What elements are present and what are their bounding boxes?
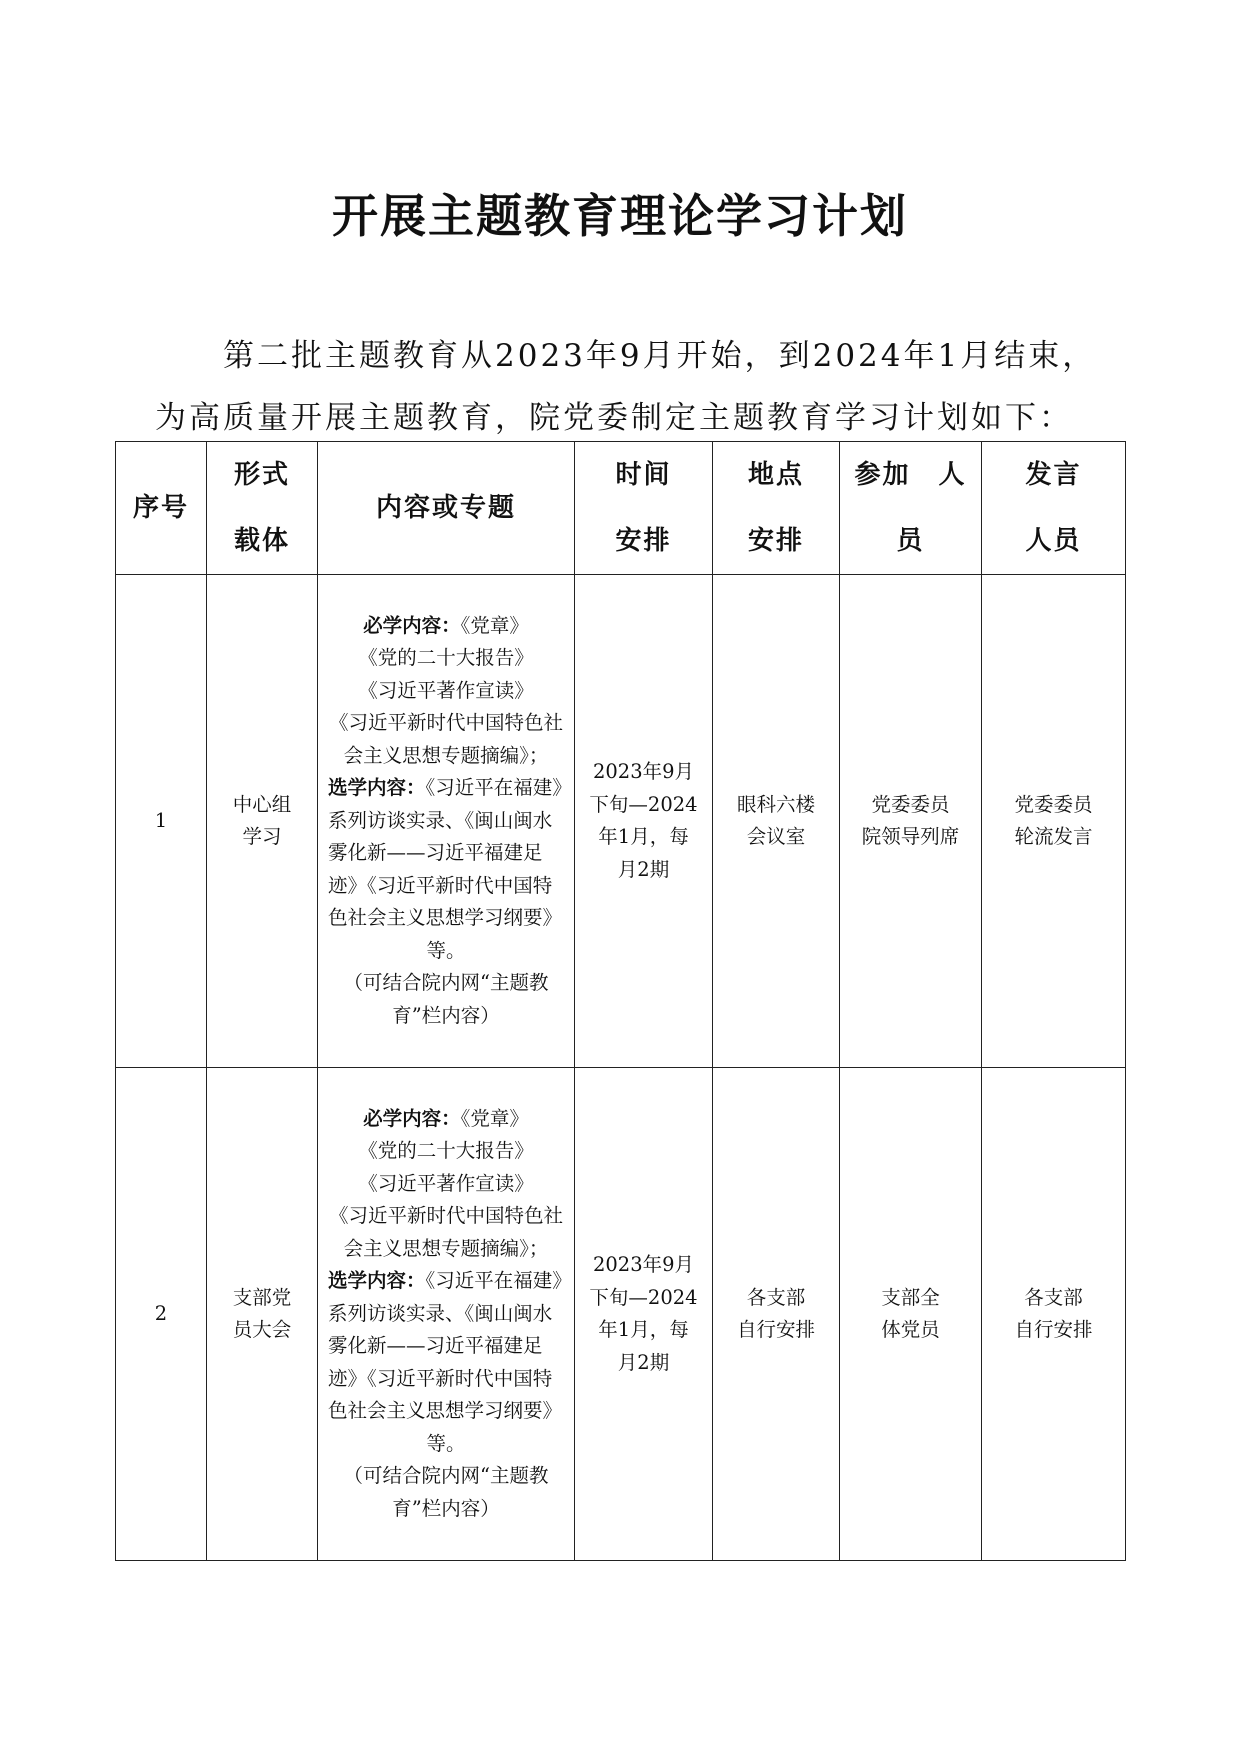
row1-place xyxy=(713,575,840,1068)
row2-form-line1: 支部党 xyxy=(232,1285,292,1309)
header-content xyxy=(318,442,575,575)
row2-required-item: 《习近平新时代中国特色社会主义思想专题摘编》； xyxy=(328,1204,563,1260)
row2-form-line2: 员大会 xyxy=(232,1318,292,1341)
row1-optional-text: 《习近平在福建》系列访谈实录、《闽山闽水雾化新——习近平福建足迹》《习近平新时代中国特色社会主义思想学习纲要》 xyxy=(328,776,563,930)
row2-optional-end: 等。 xyxy=(426,1431,466,1455)
row1-place-line2: 会议室 xyxy=(746,825,806,848)
study-plan-table xyxy=(115,441,1126,1561)
header-seq-label: 序号 xyxy=(132,493,189,523)
header-time-line2: 安排 xyxy=(615,526,672,556)
row1-note: （可结合院内网“主题教育”栏内容） xyxy=(343,971,549,1027)
row1-attendees-line1: 党委委员 xyxy=(871,792,950,816)
header-place-line1: 地点 xyxy=(747,460,804,490)
table-row xyxy=(116,575,1126,1068)
row1-speakers-line1: 党委委员 xyxy=(1014,792,1093,816)
row2-required-item: 《党的二十大报告》 xyxy=(358,1139,534,1163)
header-speakers-line1: 发言 xyxy=(1025,460,1082,490)
row2-content xyxy=(318,1068,575,1561)
table-row xyxy=(116,1068,1126,1561)
header-place xyxy=(713,442,840,575)
header-attendees-line2: 员 xyxy=(896,526,925,556)
row2-place-line2: 自行安排 xyxy=(736,1318,815,1341)
row2-time-line3: 年1月，每 xyxy=(598,1318,689,1341)
document-title: 开展主题教育理论学习计划 xyxy=(332,189,908,243)
row1-attendees xyxy=(840,575,982,1068)
row2-speakers xyxy=(982,1068,1126,1561)
row2-seq: 2 xyxy=(116,1068,207,1561)
row2-place-line1: 各支部 xyxy=(746,1285,806,1309)
header-attendees xyxy=(840,442,982,575)
header-form-line2: 载体 xyxy=(233,526,290,556)
row2-attendees-line1: 支部全 xyxy=(881,1285,940,1309)
row1-time-line1: 2023年9月 xyxy=(592,760,695,783)
row1-optional-label: 选学内容： xyxy=(328,776,426,800)
row2-required-label: 必学内容： xyxy=(363,1106,461,1130)
header-seq xyxy=(116,442,207,575)
row2-time-line2: 下旬—2024 xyxy=(589,1285,698,1309)
row2-speakers-line2: 自行安排 xyxy=(1014,1318,1093,1341)
intro-paragraph-line1: 第二批主题教育从2023年9月开始，到2024年1月结束， xyxy=(223,338,1097,374)
row1-required-item: 《习近平新时代中国特色社会主义思想专题摘编》； xyxy=(328,711,563,767)
header-content-label: 内容或专题 xyxy=(375,493,516,523)
header-form-line1: 形式 xyxy=(233,460,290,490)
row1-required-item: 《党的二十大报告》 xyxy=(358,646,534,670)
row2-place xyxy=(713,1068,840,1561)
row1-form xyxy=(207,575,318,1068)
row1-time-line2: 下旬—2024 xyxy=(589,792,698,816)
row2-required-item: 《习近平著作宣读》 xyxy=(358,1171,534,1195)
row1-time-line3: 年1月，每 xyxy=(598,825,689,848)
row1-required-item: 《党章》 xyxy=(460,613,529,637)
row1-place-line1: 眼科六楼 xyxy=(736,792,815,816)
row1-time xyxy=(575,575,713,1068)
header-time-line1: 时间 xyxy=(615,460,672,490)
row2-form xyxy=(207,1068,318,1561)
row2-time-line1: 2023年9月 xyxy=(592,1253,695,1276)
header-time xyxy=(575,442,713,575)
row1-optional-end: 等。 xyxy=(426,938,466,962)
row2-attendees-line2: 体党员 xyxy=(881,1318,940,1341)
header-attendees-line1: 参加 人 xyxy=(854,460,967,490)
row1-speakers xyxy=(982,575,1126,1068)
row1-content xyxy=(318,575,575,1068)
intro-paragraph-line2: 为高质量开展主题教育，院党委制定主题教育学习计划如下： xyxy=(155,400,1073,436)
row1-required-item: 《习近平著作宣读》 xyxy=(358,678,534,702)
row2-note: （可结合院内网“主题教育”栏内容） xyxy=(343,1464,549,1520)
row1-required-label: 必学内容： xyxy=(363,613,461,637)
row1-form-line2: 学习 xyxy=(242,825,282,848)
header-place-line2: 安排 xyxy=(747,526,804,556)
row1-form-line1: 中心组 xyxy=(232,792,292,816)
row1-speakers-line2: 轮流发言 xyxy=(1014,825,1093,848)
row2-optional-label: 选学内容： xyxy=(328,1269,426,1293)
row2-speakers-line1: 各支部 xyxy=(1024,1285,1083,1309)
row2-attendees xyxy=(840,1068,982,1561)
row1-seq: 1 xyxy=(116,575,207,1068)
row2-time-line4: 月2期 xyxy=(617,1350,670,1374)
row2-required-item: 《党章》 xyxy=(460,1106,529,1130)
table-header-row xyxy=(116,442,1126,575)
row1-attendees-line2: 院领导列席 xyxy=(861,825,960,848)
header-form xyxy=(207,442,318,575)
row2-time xyxy=(575,1068,713,1561)
row1-time-line4: 月2期 xyxy=(617,857,670,881)
row2-optional-text: 《习近平在福建》系列访谈实录、《闽山闽水雾化新——习近平福建足迹》《习近平新时代中国特色社会主义思想学习纲要》 xyxy=(328,1269,563,1423)
header-speakers xyxy=(982,442,1126,575)
header-speakers-line2: 人员 xyxy=(1025,526,1082,556)
